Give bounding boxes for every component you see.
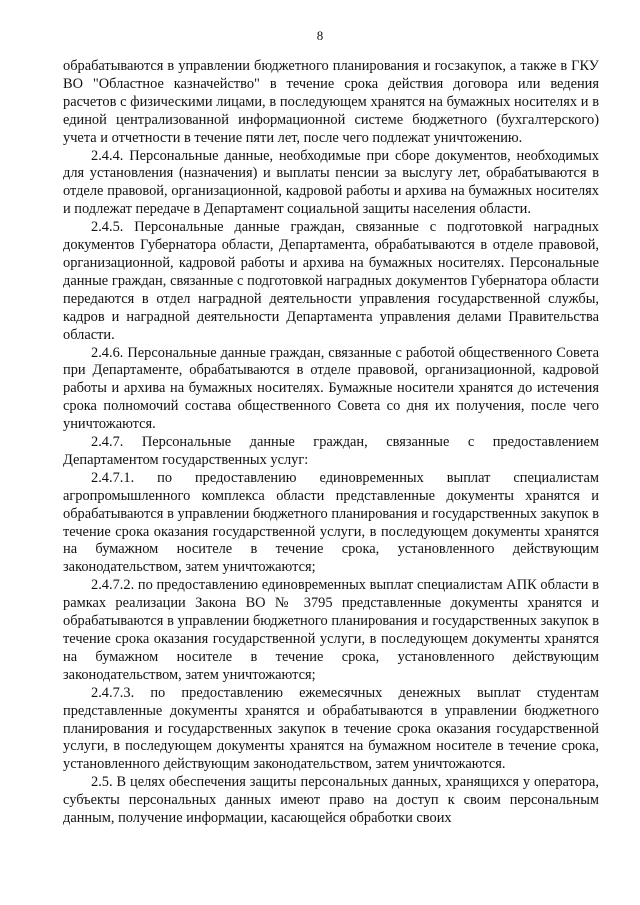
paragraph-2-5: 2.5. В целях обеспечения защиты персональных данных, хранящихся у оператора, субъекты персональных данных имеют право на доступ к своим персональным данным, получение информации, касающейся обработки своих: [63, 774, 599, 827]
paragraph-2-4-4: 2.4.4. Персональные данные, необходимые при сборе документов, необходимых для установления (назначения) и выплаты пенсии за выслугу лет, обрабатываются в отделе правовой, организационной, кадровой работы и архива на бумажных носителях и подлежат передаче в Департамент социальной защиты населения области.: [63, 147, 599, 218]
document-body: [63, 58, 599, 828]
paragraph-2-4-5: 2.4.5. Персональные данные граждан, связанные с подготовкой наградных документов Губернатора области, Департамента, обрабатываются в отделе правовой, организационной, кадровой работы и архива на бумажных носителях. Персональные данные граждан, связанные с подготовкой наградных документов Губернатора области передаются в отдел наградной деятельности управления государственной службы, кадров и наградной деятельности Департамента управления делами Правительства области.: [63, 219, 599, 343]
paragraph-2-4-6: 2.4.6. Персональные данные граждан, связанные с работой общественного Совета при Департаменте, обрабатываются в отделе правовой, организационной, кадровой работы и архива на бумажных носителях. Бумажные носители хранятся до истечения срока полномочий состава общественного Совета со дня их получения, после чего уничтожаются.: [63, 344, 599, 433]
paragraph-2-4-7-1: 2.4.7.1. по предоставлению единовременных выплат специалистам агропромышленного комплекса области представленные документы хранятся и обрабатываются в управлении бюджетного планирования и государственных закупок в течение срока оказания государственной услуги, в последующем документы хранятся на бумажном носителе в течение срока, установленного действующим законодательством, затем уничтожаются;: [63, 469, 599, 576]
paragraph-2-4-7-2: 2.4.7.2. по предоставлению единовременных выплат специалистам АПК области в рамках реализации Закона ВО № 3795 представленные документы хранятся и обрабатываются в управлении бюджетного планирования и государственных закупок в течение срока оказания государственной услуги, в последующем документы хранятся на бумажном носителе в течение срока, установленного действующим законодательством, затем уничтожаются;: [63, 577, 599, 683]
paragraph-2-4-7: 2.4.7. Персональные данные граждан, связанные с предоставлением Департаментом государственных услуг:: [63, 434, 599, 468]
page-number: 8: [316, 28, 324, 43]
paragraph-2-4-7-3: 2.4.7.3. по предоставлению ежемесячных денежных выплат студентам представленные документы хранятся и обрабатываются в управлении бюджетного планирования и государственных закупок в течение срока оказания государственной услуги, в последующем документы хранятся на бумажном носителе в течение срока, установленного действующим законодательством, затем уничтожаются.: [63, 684, 599, 773]
paragraph-continuation: обрабатываются в управлении бюджетного планирования и госзакупок, а также в ГКУ ВО "Областное казначейство" в течение срока действия договора или ведения расчетов с физическими лицами, в последующем хранятся на бумажных носителях и в единой централизованной информационной системе бюджетного (бухгалтерского) учета и отчетности в течение пяти лет, после чего подлежат уничтожению.: [63, 58, 599, 146]
